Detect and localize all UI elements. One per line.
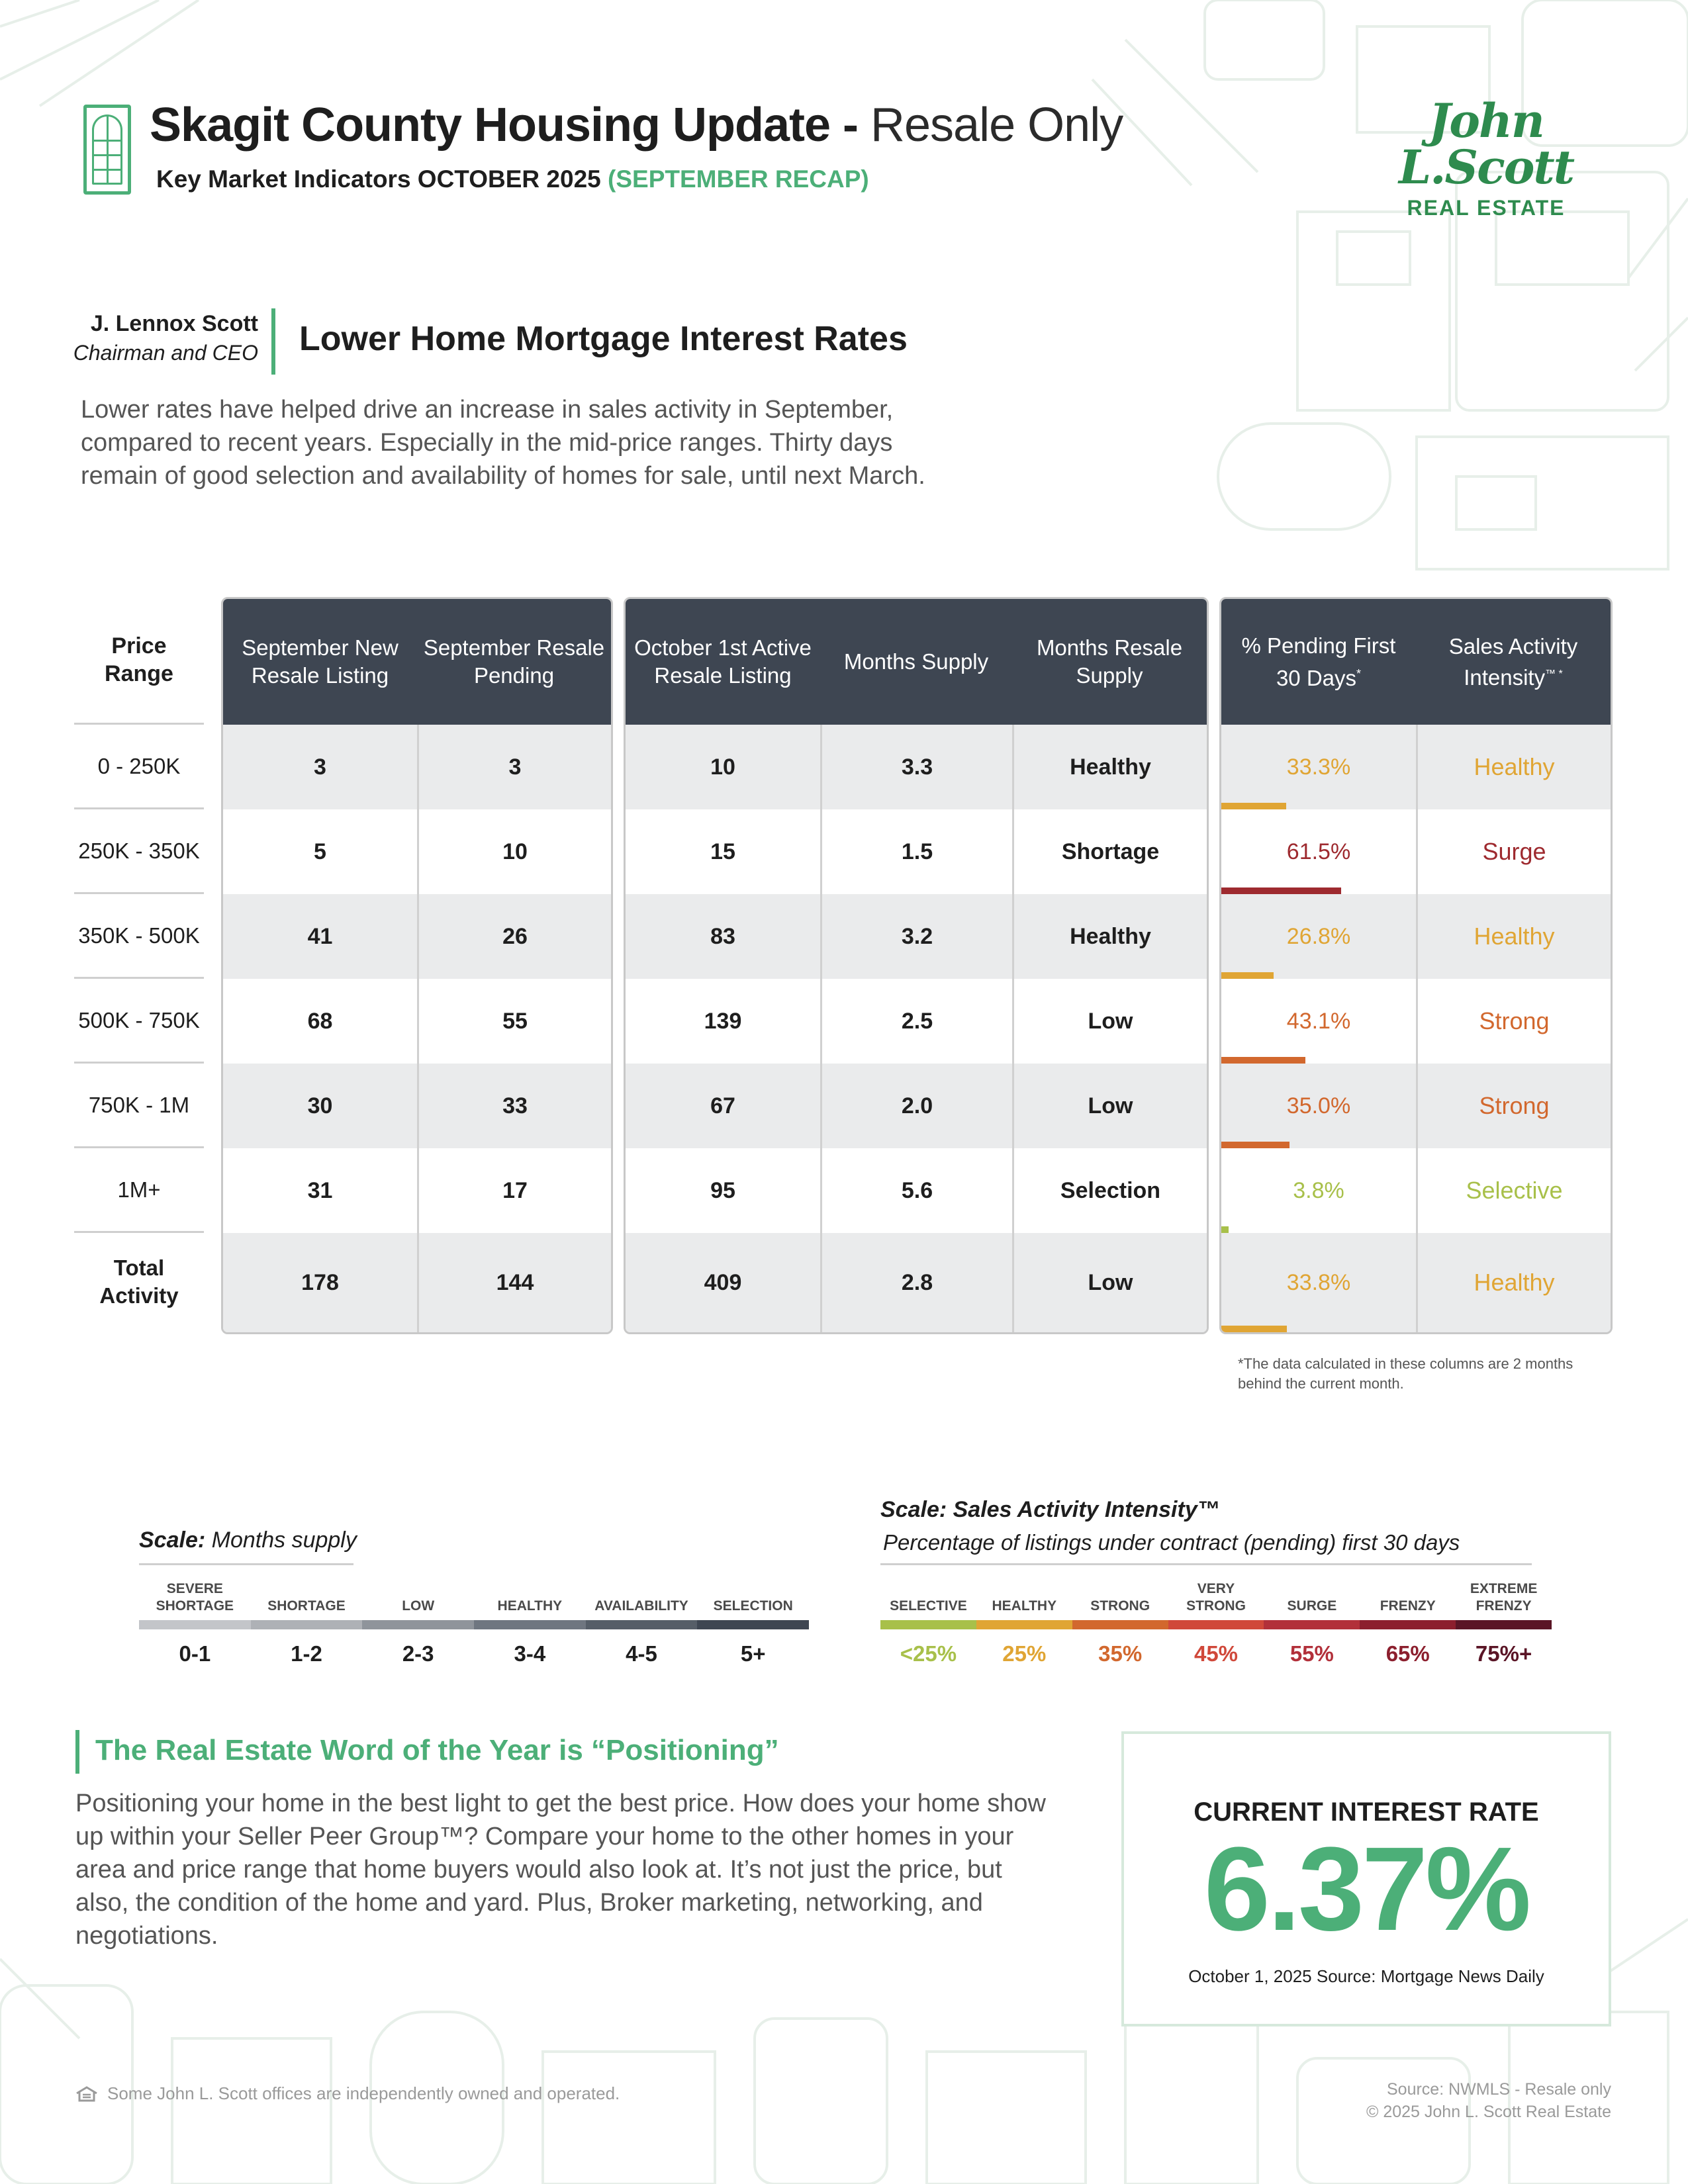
header-pct-pending: % Pending First 30 Days* — [1241, 633, 1396, 690]
header-intensity: Sales Activity Intensity™ * — [1448, 633, 1578, 690]
cell-new: 30 — [307, 1093, 333, 1118]
cell-supply: Healthy — [1012, 725, 1207, 809]
cell-active: 15 — [710, 839, 735, 864]
table-total-row — [223, 1233, 611, 1332]
cell-months: 3.3 — [820, 725, 1012, 809]
cell-pending: 17 — [417, 1148, 611, 1233]
scale-item — [1456, 1578, 1552, 1666]
cell-new: 68 — [307, 1008, 333, 1034]
scale-value: 1-2 — [291, 1641, 322, 1666]
scale-value: 3-4 — [514, 1641, 546, 1666]
price-range-column — [74, 597, 204, 1330]
ceo-role: Chairman and CEO — [73, 341, 258, 365]
scale-item — [139, 1578, 251, 1666]
scale-item — [474, 1578, 586, 1666]
interest-rate-box — [1121, 1731, 1611, 2026]
months-supply-scale — [139, 1578, 809, 1666]
cell-months: 3.2 — [820, 894, 1012, 979]
scale-label: SEVERE SHORTAGE — [156, 1581, 234, 1614]
table-total-row — [1221, 1233, 1611, 1332]
cell-active: 139 — [704, 1008, 742, 1034]
window-logo-icon — [83, 105, 131, 195]
header-resale-supply: Months Resale Supply — [1036, 635, 1183, 688]
cell-intensity: Surge — [1416, 809, 1611, 894]
table-row — [626, 809, 1207, 894]
scale-label: HEALTHY — [497, 1598, 563, 1614]
article-headline: Lower Home Mortgage Interest Rates — [299, 320, 908, 358]
intensity-scale-subtitle: Percentage of listings under contract (pending) first 30 days — [883, 1530, 1460, 1555]
cell-supply: Shortage — [1012, 809, 1207, 894]
cell-pct-pending: 43.1% — [1221, 979, 1416, 1064]
cell-pct-pending: 33.3% — [1221, 725, 1416, 809]
price-range-cell: 350K - 500K — [74, 892, 204, 977]
cell-active: 10 — [710, 754, 735, 780]
cell-supply: Low — [1012, 1233, 1207, 1332]
scale-value: 25% — [1002, 1641, 1047, 1666]
cell-intensity: Strong — [1416, 1064, 1611, 1148]
cell-intensity: Selective — [1416, 1148, 1611, 1233]
cell-active: 95 — [710, 1177, 735, 1203]
scale-label: EXTREME FRENZY — [1470, 1581, 1538, 1614]
table-row — [1221, 809, 1611, 894]
footer-left-text: Some John L. Scott offices are independently owned and operated. — [107, 2083, 620, 2103]
scale-value: <25% — [900, 1641, 957, 1666]
word-of-year-text: Positioning your home in the best light to get the best price. How does your home show up within your Seller Peer Group™? Compare your home to the other homes in your area and price range that home buyers would also look at. It’s not just the price, but also, the condition of the home and yard. Plus, Broker marketing, networking, and negotiations. — [75, 1790, 1046, 1950]
scale-swatch — [697, 1620, 809, 1629]
cell-months: 1.5 — [820, 809, 1012, 894]
scale-swatch — [1168, 1620, 1264, 1629]
scale-swatch — [1072, 1620, 1168, 1629]
cell-supply: Low — [1012, 979, 1207, 1064]
price-range-cell: 500K - 750K — [74, 977, 204, 1062]
cell-intensity: Healthy — [1416, 725, 1611, 809]
word-of-year-title: The Real Estate Word of the Year is “Positioning” — [95, 1734, 779, 1766]
scale-value: 45% — [1194, 1641, 1239, 1666]
scale-swatch — [1456, 1620, 1552, 1629]
scale-label: AVAILABILITY — [594, 1598, 688, 1614]
footer-source-line: Source: NWMLS - Resale only — [1386, 2080, 1611, 2099]
scale-value: 5+ — [740, 1641, 766, 1666]
intensity-table — [1219, 597, 1613, 1334]
divider — [139, 1563, 353, 1565]
table-row — [1221, 1064, 1611, 1148]
scale-swatch — [139, 1620, 251, 1629]
cell-pct-pending: 33.8% — [1221, 1233, 1416, 1332]
cell-pending: 144 — [417, 1233, 611, 1332]
scale-swatch — [586, 1620, 698, 1629]
cell-intensity: Strong — [1416, 979, 1611, 1064]
cell-new: 5 — [314, 839, 326, 864]
cell-active: 83 — [710, 923, 735, 949]
price-range-cell: 250K - 350K — [74, 807, 204, 892]
table-header-row — [223, 599, 611, 725]
brand-sub: REAL ESTATE — [1407, 196, 1566, 220]
table-row — [1221, 894, 1611, 979]
header-months-supply: Months Supply — [843, 649, 989, 674]
scale-value: 55% — [1289, 1641, 1334, 1666]
table-row — [223, 809, 611, 894]
scale-swatch — [1264, 1620, 1360, 1629]
interest-rate-title: CURRENT INTEREST RATE — [1194, 1797, 1539, 1827]
intensity-scale-title: Scale: Sales Activity Intensity™ — [880, 1497, 1220, 1522]
cell-months: 2.5 — [820, 979, 1012, 1064]
cell-pending: 3 — [417, 725, 611, 809]
cell-pending: 26 — [417, 894, 611, 979]
pct-pending-bar — [1221, 1057, 1305, 1064]
table-row — [626, 979, 1207, 1064]
ceo-name: J. Lennox Scott — [90, 311, 258, 336]
footer-copyright: © 2025 John L. Scott Real Estate — [1366, 2103, 1611, 2121]
scale-swatch — [976, 1620, 1072, 1629]
scale-label: SURGE — [1287, 1598, 1337, 1614]
scale-label: VERY STRONG — [1186, 1581, 1246, 1614]
scale-value: 65% — [1385, 1641, 1430, 1666]
table-row — [223, 1148, 611, 1233]
cell-pending: 55 — [417, 979, 611, 1064]
cell-new: 31 — [307, 1177, 333, 1203]
pct-pending-bar — [1221, 803, 1286, 809]
table-row — [626, 1064, 1207, 1148]
price-range-cell: 1M+ — [74, 1146, 204, 1231]
table-row — [223, 894, 611, 979]
cell-pending: 10 — [417, 809, 611, 894]
scale-swatch — [362, 1620, 474, 1629]
scale-label: HEALTHY — [992, 1598, 1057, 1614]
supply-table — [624, 597, 1209, 1334]
ceo-byline — [66, 311, 258, 365]
table-header-row — [626, 599, 1207, 725]
pct-pending-bar — [1221, 1142, 1289, 1148]
table-row — [223, 725, 611, 809]
header-new-listing: September New Resale Listing — [242, 635, 399, 688]
table-row — [223, 979, 611, 1064]
scale-item — [586, 1578, 698, 1666]
september-activity-table — [221, 597, 613, 1334]
page-title: Skagit County Housing Update - Resale Only — [150, 99, 1123, 152]
scale-label: LOW — [402, 1598, 435, 1614]
price-range-total: Total Activity — [74, 1231, 204, 1330]
brand-logo — [1344, 93, 1628, 220]
table-total-row — [626, 1233, 1207, 1332]
equal-housing-icon — [75, 2086, 98, 2102]
scale-swatch — [251, 1620, 363, 1629]
page-subtitle: Key Market Indicators OCTOBER 2025 (SEPTEMBER RECAP) — [156, 165, 869, 193]
interest-rate-source: October 1, 2025 Source: Mortgage News Daily — [1188, 1966, 1544, 1986]
scale-item — [1264, 1578, 1360, 1666]
scale-item — [976, 1578, 1072, 1666]
pct-pending-bar — [1221, 1226, 1229, 1233]
cell-months: 2.0 — [820, 1064, 1012, 1148]
table-row — [1221, 1148, 1611, 1233]
interest-rate-value: 6.37% — [1203, 1823, 1529, 1956]
cell-supply: Healthy — [1012, 894, 1207, 979]
scale-item — [1168, 1578, 1264, 1666]
cell-intensity: Healthy — [1416, 894, 1611, 979]
pct-pending-bar — [1221, 1326, 1287, 1332]
intensity-scale — [880, 1578, 1552, 1666]
cell-pct-pending: 26.8% — [1221, 894, 1416, 979]
cell-pending: 33 — [417, 1064, 611, 1148]
table-row — [1221, 979, 1611, 1064]
scale-swatch — [1360, 1620, 1456, 1629]
scale-swatch — [474, 1620, 586, 1629]
accent-divider — [75, 1730, 79, 1774]
cell-pct-pending: 3.8% — [1221, 1148, 1416, 1233]
scale-item — [251, 1578, 363, 1666]
cell-supply: Low — [1012, 1064, 1207, 1148]
header-pending: September Resale Pending — [423, 635, 605, 688]
table-footnote: *The data calculated in these columns are 2 months behind the current month. — [1238, 1355, 1573, 1392]
cell-new: 41 — [307, 923, 333, 949]
cell-months: 5.6 — [820, 1148, 1012, 1233]
table-row — [223, 1064, 611, 1148]
divider — [880, 1563, 1532, 1565]
scale-value: 35% — [1098, 1641, 1143, 1666]
price-range-cell: 750K - 1M — [74, 1062, 204, 1146]
months-scale-title: Scale: Months supply — [139, 1527, 357, 1553]
cell-intensity: Healthy — [1416, 1233, 1611, 1332]
cell-active: 67 — [710, 1093, 735, 1118]
scale-value: 75%+ — [1475, 1641, 1532, 1666]
brand-name: John L.Scott — [1398, 93, 1574, 195]
scale-label: SELECTIVE — [890, 1598, 967, 1614]
cell-supply: Selection — [1012, 1148, 1207, 1233]
cell-pct-pending: 35.0% — [1221, 1064, 1416, 1148]
pct-pending-bar — [1221, 887, 1341, 894]
intro-paragraph: Lower rates have helped drive an increase in sales activity in September, compared to recent years. Especially in the mid-price ranges. Thirty days remain of good selection and availability of homes for sale, until next March. — [81, 396, 925, 490]
scale-label: STRONG — [1090, 1598, 1150, 1614]
scale-item — [697, 1578, 809, 1666]
scale-value: 0-1 — [179, 1641, 211, 1666]
scale-item — [362, 1578, 474, 1666]
footer-disclaimer — [75, 2083, 620, 2104]
table-row — [626, 1148, 1207, 1233]
scale-label: SELECTION — [713, 1598, 793, 1614]
accent-divider — [271, 308, 275, 375]
price-range-header: Price Range — [105, 633, 173, 686]
scale-item — [1072, 1578, 1168, 1666]
cell-active: 409 — [704, 1269, 742, 1295]
cell-new: 178 — [301, 1269, 339, 1295]
cell-months: 2.8 — [820, 1233, 1012, 1332]
scale-value: 4-5 — [626, 1641, 657, 1666]
price-range-cell: 0 - 250K — [74, 723, 204, 807]
table-row — [626, 894, 1207, 979]
scale-value: 2-3 — [402, 1641, 434, 1666]
scale-item — [880, 1578, 976, 1666]
header-active: October 1st Active Resale Listing — [634, 635, 812, 688]
table-row — [626, 725, 1207, 809]
pct-pending-bar — [1221, 972, 1274, 979]
scale-swatch — [880, 1620, 976, 1629]
table-header-row — [1221, 599, 1611, 725]
cell-new: 3 — [314, 754, 326, 780]
table-row — [1221, 725, 1611, 809]
scale-label: SHORTAGE — [267, 1598, 346, 1614]
scale-label: FRENZY — [1380, 1598, 1436, 1614]
footer-source — [1258, 2078, 1611, 2123]
scale-item — [1360, 1578, 1456, 1666]
cell-pct-pending: 61.5% — [1221, 809, 1416, 894]
